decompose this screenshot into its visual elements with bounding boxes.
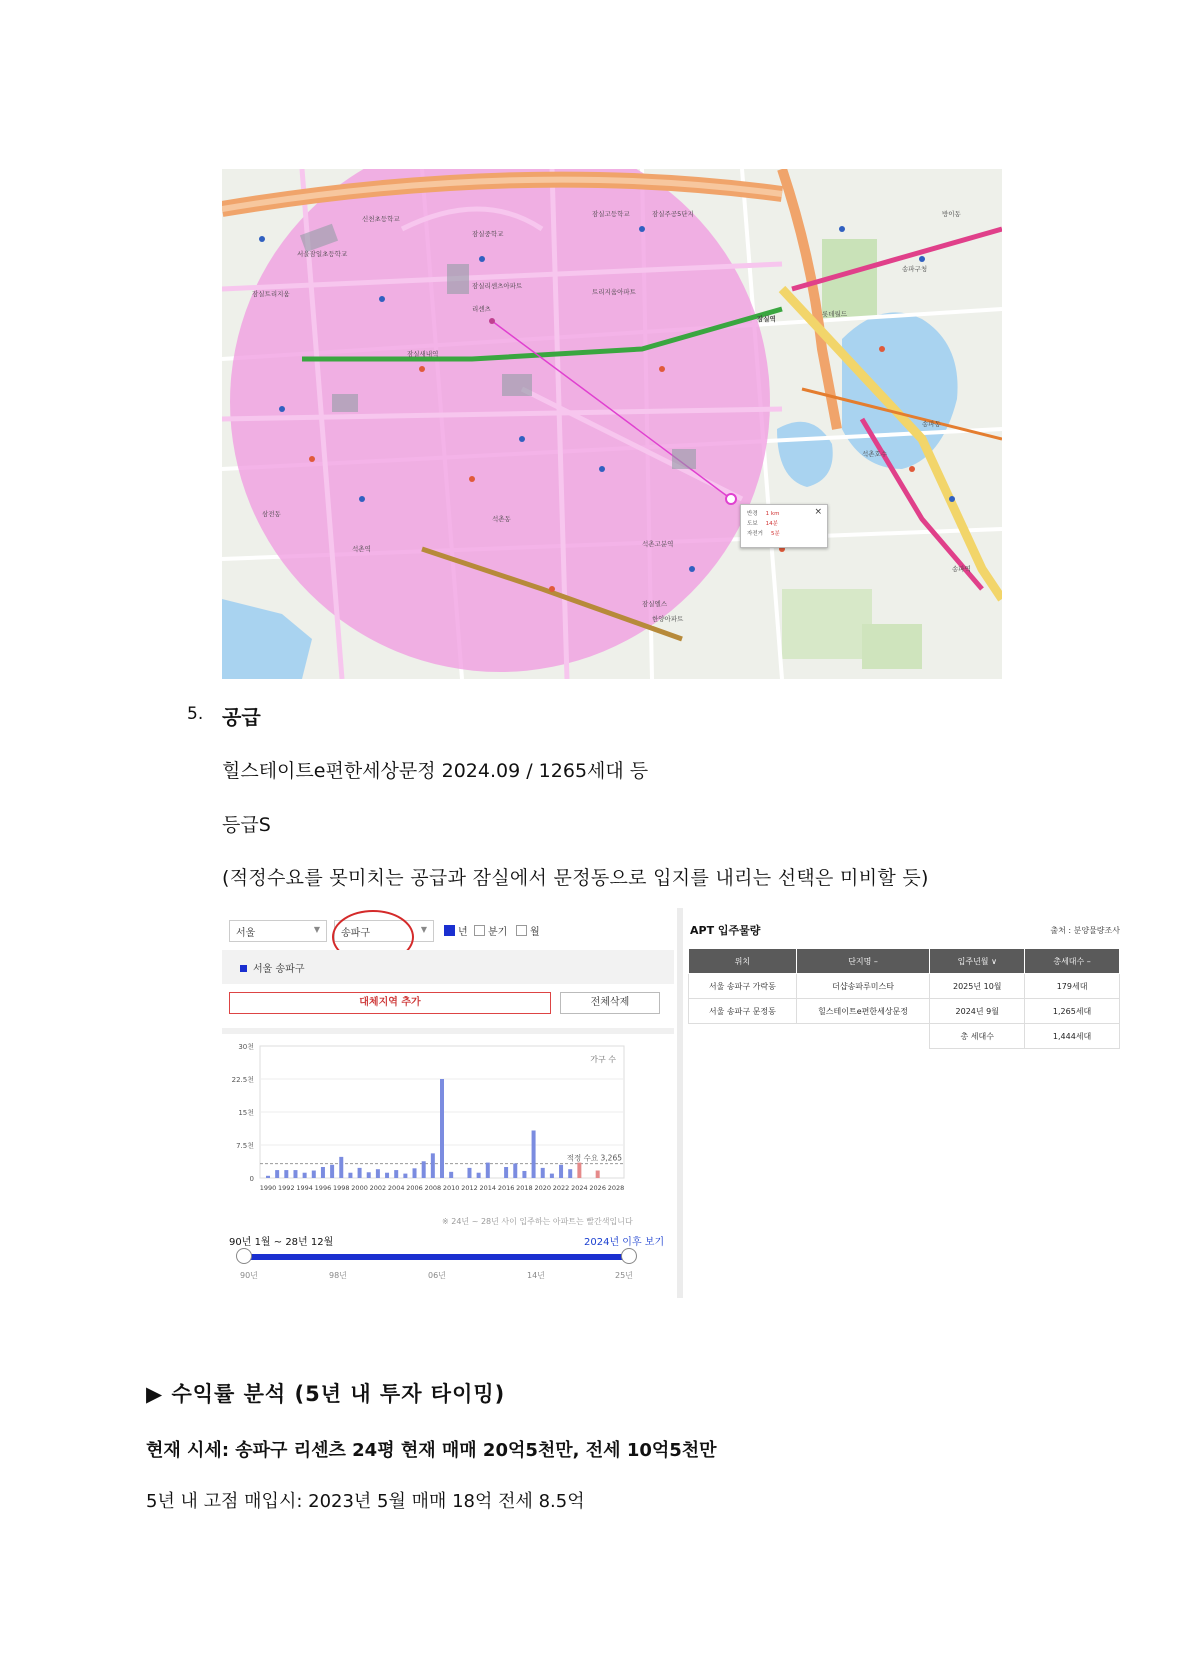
table-cell: 1,265세대 (1025, 999, 1120, 1024)
map-label: 잠실역 (757, 315, 776, 323)
table-row (689, 974, 1120, 999)
map-label: 석촌고분역 (642, 540, 674, 548)
bar (422, 1161, 426, 1178)
series-color-icon (240, 965, 247, 972)
map-label: 잠실엘스 (642, 600, 668, 608)
bar (275, 1170, 279, 1178)
popup-row: 자전거 5분 (747, 531, 780, 537)
current-price-text: 현재 시세: 송파구 리센츠 24평 현재 매매 20억5천만, 전세 10억5천만 (146, 1440, 717, 1461)
y-tick-label: 15천 (238, 1109, 254, 1117)
popup-row: 도보 14분 (747, 521, 778, 527)
district-select[interactable]: 송파구 ▼ (334, 920, 434, 942)
map-label: 잠실주공5단지 (652, 210, 694, 218)
x-tick-label: 2008 (424, 1184, 442, 1192)
supply-bar-chart (222, 1036, 674, 1216)
bar (550, 1174, 554, 1178)
bar (504, 1167, 508, 1178)
bar (559, 1165, 563, 1178)
bar (348, 1173, 352, 1178)
add-region-button[interactable]: 대체지역 추가 (229, 992, 551, 1014)
bar (532, 1130, 536, 1178)
bar (376, 1169, 380, 1178)
slider-tick-label: 98년 (329, 1271, 347, 1280)
map-label: 롯데월드 (822, 310, 848, 318)
range-slider-start-handle[interactable] (236, 1248, 252, 1264)
map-label: 방이동 (942, 210, 961, 218)
table-cell: 서울 송파구 문정동 (689, 999, 797, 1024)
map-radius-popup (740, 504, 828, 548)
map-label: 송파동 (922, 420, 941, 428)
legend-label: 가구 수 (590, 1055, 616, 1064)
bar (577, 1163, 581, 1178)
x-tick-label: 2014 (479, 1184, 497, 1192)
bar (358, 1168, 362, 1178)
quarter-checkbox[interactable]: 분기 (474, 923, 507, 938)
bar (321, 1167, 325, 1178)
x-tick-label: 2002 (369, 1184, 387, 1192)
chevron-down-icon: ▼ (313, 925, 320, 934)
map-label: 송파역 (952, 565, 971, 573)
x-tick-label: 2022 (552, 1184, 570, 1192)
apt-supply-panel (688, 908, 1120, 1298)
slider-tick-label: 25년 (615, 1271, 633, 1280)
peak-price-text: 5년 내 고점 매입시: 2023년 5월 매매 18억 전세 8.5억 (146, 1491, 585, 1512)
map-label: 잠실리센츠아파트 (472, 282, 523, 290)
month-checkbox[interactable]: 월 (516, 923, 540, 938)
bar (266, 1176, 270, 1178)
section-title: 공급 (222, 705, 261, 729)
city-select[interactable]: 서울 ▼ (229, 920, 327, 942)
column-header-households[interactable]: 총세대수 – (1025, 949, 1120, 974)
map-label: 한양아파트 (652, 615, 684, 623)
column-header-move-in[interactable]: 입주년월 ∨ (930, 949, 1025, 974)
x-tick-label: 2006 (406, 1184, 423, 1192)
map-label: 트리지움아파트 (592, 288, 636, 296)
map-label: 잠실트리지움 (252, 290, 290, 298)
x-tick-label: 2026 (589, 1184, 606, 1192)
apt-table-title: APT 입주물량 (690, 924, 761, 937)
bar (541, 1168, 545, 1178)
total-value: 1,444세대 (1025, 1024, 1120, 1049)
close-icon[interactable]: × (814, 507, 822, 517)
checkbox-icon (444, 925, 455, 936)
bar (339, 1157, 343, 1178)
table-cell: 2024년 9월 (930, 999, 1025, 1024)
x-tick-label: 2000 (351, 1184, 368, 1192)
x-tick-label: 2028 (607, 1184, 625, 1192)
supply-text: 힐스테이트e편한세상문정 2024.09 / 1265세대 등 (222, 760, 649, 782)
bar (440, 1079, 444, 1178)
x-tick-label: 2012 (461, 1184, 478, 1192)
bar (413, 1168, 417, 1178)
bar (522, 1171, 526, 1178)
map-screenshot[interactable] (222, 169, 1002, 679)
table-cell[interactable]: 더샵송파루미스타 (796, 974, 930, 999)
x-tick-label: 1992 (278, 1184, 295, 1192)
x-tick-label: 2004 (387, 1184, 405, 1192)
map-label: 잠실중학교 (472, 230, 504, 238)
table-cell: 서울 송파구 가락동 (689, 974, 797, 999)
bar (303, 1173, 307, 1178)
x-tick-label: 2024 (571, 1184, 588, 1192)
bar (330, 1165, 334, 1178)
delete-all-button[interactable]: 전체삭제 (560, 992, 660, 1014)
table-row (689, 999, 1120, 1024)
region-tag: 서울 송파구 (240, 960, 304, 975)
slider-tick-label: 90년 (240, 1271, 258, 1280)
x-tick-label: 1998 (332, 1184, 350, 1192)
bar (477, 1173, 481, 1178)
bar (367, 1172, 371, 1178)
analysis-heading: ▶ 수익률 분석 (5년 내 투자 타이밍) (146, 1382, 506, 1406)
grade-text: 등급S (222, 814, 271, 836)
comment-text: (적정수요를 못미치는 공급과 잠실에서 문정동으로 입지를 내리는 선택은 미비할 듯) (222, 867, 929, 889)
table-header-row (689, 949, 1120, 974)
apt-table-source: 출처 : 분양물량조사 (1050, 926, 1120, 935)
x-tick-label: 1996 (314, 1184, 332, 1192)
x-tick-label: 2020 (534, 1184, 552, 1192)
x-tick-label: 2018 (516, 1184, 533, 1192)
checkbox-icon (474, 925, 485, 936)
bar (284, 1170, 288, 1178)
slider-tick-label: 14년 (527, 1271, 545, 1280)
y-tick-label: 22.5천 (231, 1076, 254, 1084)
supply-screenshot (222, 908, 1120, 1298)
map-canvas (222, 169, 1002, 679)
map-label: 석촌역 (352, 545, 371, 553)
map-label: 서울잠일초등학교 (297, 250, 348, 258)
table-cell: 179세대 (1025, 974, 1120, 999)
year-checkbox[interactable]: 년 (444, 923, 468, 938)
chart-note: ※ 24년 ~ 28년 사이 입주하는 아파트는 빨간색입니다 (442, 1217, 633, 1226)
divider (222, 1028, 674, 1034)
y-tick-label: 0 (249, 1175, 254, 1183)
bar (467, 1168, 471, 1178)
apt-supply-table (688, 948, 1120, 1049)
x-tick-label: 1994 (296, 1184, 313, 1192)
bar (568, 1169, 572, 1178)
x-tick-label: 2010 (442, 1184, 460, 1192)
date-range-label: 90년 1월 ~ 28년 12월 (229, 1237, 334, 1248)
bar (486, 1163, 490, 1178)
table-total-row (689, 1024, 1120, 1049)
popup-row: 반경 1 km (747, 511, 780, 517)
map-label: 신천초등학교 (362, 215, 400, 223)
bar (596, 1171, 600, 1178)
bar (403, 1174, 407, 1178)
checkbox-icon (516, 925, 527, 936)
after-2024-link[interactable]: 2024년 이후 보기 (584, 1237, 665, 1248)
map-label: 송파구청 (902, 265, 928, 273)
bar (513, 1163, 517, 1178)
total-label: 총 세대수 (930, 1024, 1025, 1049)
map-label: 리센츠 (472, 305, 491, 313)
bar (431, 1153, 435, 1178)
column-header-complex[interactable]: 단지명 – (796, 949, 930, 974)
x-tick-label: 1990 (259, 1184, 277, 1192)
map-label: 잠실고등학교 (592, 210, 630, 218)
bar (385, 1173, 389, 1178)
slider-tick-label: 06년 (428, 1271, 446, 1280)
bar (394, 1170, 398, 1178)
supply-chart-panel (222, 908, 674, 1298)
panel-divider (677, 908, 683, 1298)
map-label: 삼전동 (262, 510, 281, 518)
column-header-location[interactable]: 위치 (689, 949, 797, 974)
map-label: 석촌동 (492, 515, 511, 523)
y-tick-label: 7.5천 (236, 1142, 254, 1150)
range-slider-track[interactable] (244, 1254, 628, 1260)
chevron-down-icon: ▼ (420, 925, 427, 934)
reference-line-label: 적정 수요 3,265 (566, 1153, 622, 1163)
bar (293, 1170, 297, 1178)
map-label: 잠실새내역 (407, 350, 439, 358)
table-cell[interactable]: 힐스테이트e편한세상문정 (796, 999, 930, 1024)
y-tick-label: 30천 (238, 1043, 254, 1051)
bar (312, 1171, 316, 1178)
range-slider-end-handle[interactable] (621, 1248, 637, 1264)
section-number: 5. (187, 704, 204, 724)
x-tick-label: 2016 (497, 1184, 515, 1192)
bar (449, 1172, 453, 1178)
map-label: 석촌호수 (862, 450, 888, 458)
table-cell: 2025년 10월 (930, 974, 1025, 999)
